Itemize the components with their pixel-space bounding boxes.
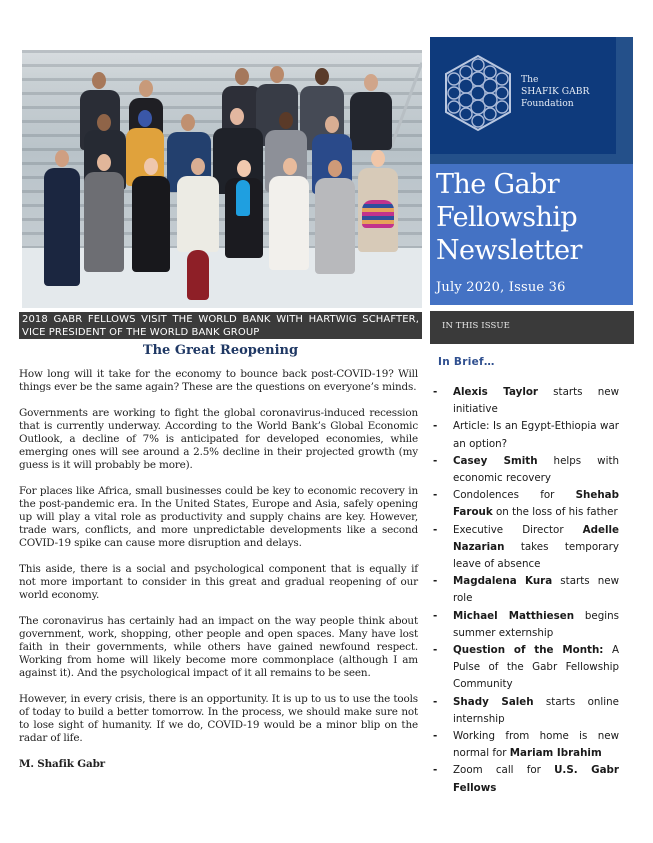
photo-person-head: [144, 158, 158, 175]
brief-item[interactable]: [433, 418, 619, 452]
brief-item-name: Alexis Taylor: [453, 386, 538, 398]
photo-person: [315, 178, 355, 274]
photo-person-skirt: [362, 200, 394, 228]
brief-item[interactable]: [433, 573, 619, 607]
brief-item-text: takes temporary leave of absence: [453, 540, 619, 571]
newsletter-title-line: Newsletter: [436, 235, 582, 266]
logo-line-foundation: Foundation: [521, 98, 574, 109]
brief-item-text: Executive Director: [453, 523, 583, 536]
article-body: [19, 368, 418, 784]
photo-person: [269, 176, 309, 270]
geometric-hexagon-lattice-icon: [438, 53, 518, 133]
article-paragraph: However, in every crisis, there is an opportunity. It is up to us to use the tools of today to build a better tomorrow. In the process, we should make sure not to lose sight of humanity. If we do, COVID-19 would be a minor blip on the radar of life.: [19, 693, 418, 744]
article-signature: M. Shafik Gabr: [19, 758, 106, 770]
brief-item-name: Shady Saleh: [453, 695, 534, 708]
bullet-dash-icon: -: [433, 730, 438, 743]
brief-item-name: Shehab Farouk: [453, 489, 619, 519]
foundation-name: [521, 74, 589, 110]
article-paragraph: Governments are working to fight the global coronavirus-induced recession that is currently underway. According to the World Bank’s Global Economic Outlook, a decline of 7% is anticipated for developed economies, while emerging ones will see around a 2.5% decline in their projected growth (my guess is it will probably be more).: [19, 407, 418, 471]
logo-line-the: The: [521, 74, 539, 85]
brief-item-text: Zoom call for: [453, 764, 555, 777]
issue-date: July 2020, Issue 36: [436, 280, 566, 295]
photo-person-head: [371, 150, 385, 167]
brief-item[interactable]: [433, 453, 619, 487]
newsletter-title-block: [430, 164, 633, 305]
photo-person-head: [191, 158, 205, 175]
brief-item[interactable]: [433, 487, 619, 521]
photo-person-head: [181, 114, 195, 131]
photo-person-head: [283, 158, 297, 175]
article-paragraph: How long will it take for the economy to bounce back post-COVID-19? Will things ever be the same again? These are the questions on everyone’s minds.: [19, 368, 418, 393]
photo-person-head: [139, 80, 153, 97]
brief-item-text: starts new initiative: [453, 386, 619, 416]
photo-person-head: [325, 116, 339, 133]
brief-item[interactable]: [433, 728, 619, 762]
in-brief-heading: In Brief…: [438, 356, 495, 368]
brief-item[interactable]: [433, 384, 619, 418]
brief-item-name: Mariam Ibrahim: [509, 747, 602, 760]
brief-item[interactable]: [433, 762, 619, 796]
photo-caption: 2018 GABR FELLOWS VISIT THE WORLD BANK WITH HARTWIG SCHAFTER, VICE PRESIDENT OF THE WORLD BANK GROUP: [19, 312, 422, 339]
photo-person-legs: [187, 250, 209, 300]
brief-item[interactable]: [433, 694, 619, 728]
photo-floor: [22, 248, 422, 308]
photo-person: [84, 172, 124, 272]
bullet-dash-icon: -: [433, 575, 438, 588]
newsletter-title-line: The Gabr: [436, 169, 560, 200]
brief-item-text: Condolences for: [453, 489, 576, 502]
photo-person-head: [237, 160, 251, 177]
brief-item[interactable]: [433, 642, 619, 694]
brief-item-text: on the loss of his father: [492, 506, 618, 519]
photo-person-head: [92, 72, 106, 89]
bullet-dash-icon: -: [433, 523, 438, 536]
photo-person-head: [230, 108, 244, 125]
article-title: The Great Reopening: [142, 343, 299, 358]
photo-person-head: [315, 68, 329, 85]
photo-person: [44, 168, 80, 286]
photo-person-head: [328, 160, 342, 177]
photo-person: [350, 92, 392, 150]
photo-person-head: [270, 66, 284, 83]
article-paragraph: For places like Africa, small businesses could be key to economic recovery in the post-pandemic era. In the United States, Europe and Asia, safely opening up will play a vital role as productivity and supply chains are key. However, trade wars, conflicts, and more unpredictable developments like a second COVID-19 spike can cause more disruption and delays.: [19, 485, 418, 549]
photo-person-head: [97, 154, 111, 171]
brief-item-text: begins summer externship: [453, 609, 619, 639]
bullet-dash-icon: -: [433, 420, 438, 433]
photo-person: [177, 176, 219, 252]
in-brief-list: [433, 384, 619, 797]
brief-item-text: A Pulse of the Gabr Fellowship Community: [453, 644, 619, 691]
photo-person-head: [364, 74, 378, 91]
bullet-dash-icon: -: [433, 489, 438, 502]
brief-item-text: Working from home is new normal for: [453, 730, 619, 760]
photo-person-head: [97, 114, 111, 131]
group-photo: [22, 50, 422, 308]
article-paragraph: The coronavirus has certainly had an impact on the way people think about government, work, shopping, other people and open spaces. Many have lost faith in their governments, while others have gained newfound respect. Working from home will likely become more commonplace (although I am against it). And the psychological impact of it all remains to be seen.: [19, 615, 418, 679]
brief-item[interactable]: [433, 522, 619, 574]
bullet-dash-icon: -: [433, 695, 438, 708]
brief-item-name: Question of the Month:: [453, 644, 604, 657]
photo-person-head: [235, 68, 249, 85]
logo-line-name: SHAFIK GABR: [521, 86, 590, 97]
brief-item-text: helps with economic recovery: [453, 454, 620, 485]
bullet-dash-icon: -: [433, 764, 438, 777]
brief-item-name: Magdalena Kura: [453, 575, 553, 588]
brief-item-name: Michael Matthiesen: [453, 609, 575, 622]
photo-person-head: [55, 150, 69, 167]
article-paragraph: This aside, there is a social and psychological component that is equally if not more important to consider in this great and gradual reopening of our world economy.: [19, 563, 418, 601]
newsletter-title-line: Fellowship: [436, 202, 578, 233]
brief-item-text: starts new role: [453, 575, 619, 605]
brief-item-name: Casey Smith: [453, 454, 538, 467]
brief-item-text: starts online internship: [453, 695, 619, 725]
newsletter-title: [436, 168, 627, 267]
photo-person-head: [138, 110, 152, 127]
photo-person: [132, 176, 170, 272]
brief-item-name: U.S. Gabr Fellows: [453, 764, 619, 794]
brief-item-text: Article: Is an Egypt-Ethiopia war an option?: [453, 420, 619, 450]
photo-person-top: [236, 180, 250, 216]
brief-item-name: Adelle Nazarian: [453, 523, 619, 553]
brief-item[interactable]: [433, 608, 619, 642]
bullet-dash-icon: -: [433, 609, 438, 622]
bullet-dash-icon: -: [433, 386, 438, 398]
foundation-logo: [430, 37, 616, 154]
in-this-issue-bar: IN THIS ISSUE: [430, 311, 634, 344]
photo-person-head: [279, 112, 293, 129]
bullet-dash-icon: -: [433, 454, 438, 467]
bullet-dash-icon: -: [433, 644, 438, 657]
